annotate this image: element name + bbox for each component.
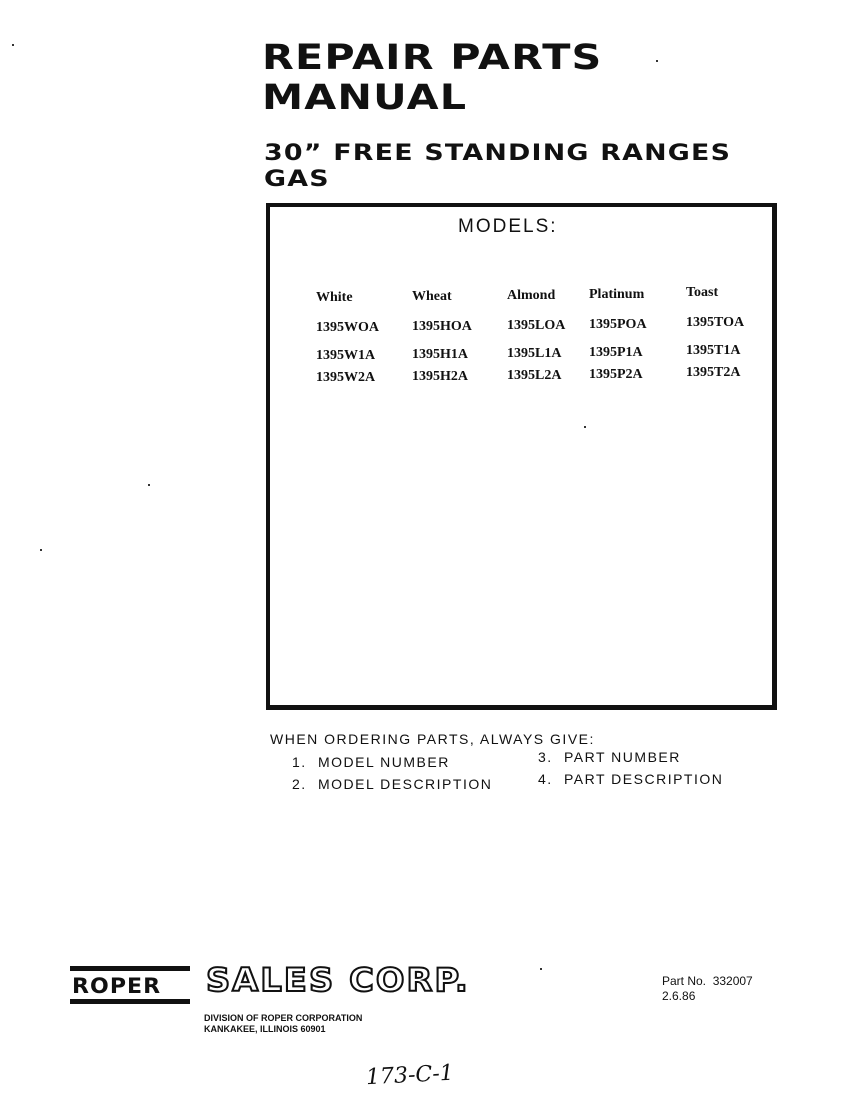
roper-logo-bottom-bar <box>70 999 190 1004</box>
model-color-header: Toast <box>686 285 719 300</box>
model-code: 1395T2A <box>686 365 741 380</box>
model-code: 1395HOA <box>412 319 472 334</box>
part-number-block <box>662 974 753 1004</box>
handwritten-note: 173-C-1 <box>365 1060 455 1091</box>
print-date: 2.6.86 <box>662 989 696 1003</box>
scan-speck <box>540 968 542 970</box>
part-number-value: 332007 <box>712 974 753 988</box>
division-line-1: DIVISION OF ROPER CORPORATION <box>204 1013 363 1023</box>
model-code: 1395W1A <box>316 348 376 363</box>
title-line-2: MANUAL <box>262 78 468 118</box>
ordering-item-1 <box>292 754 450 770</box>
ordering-item-number: 1. <box>292 754 307 770</box>
model-color-header: Platinum <box>589 287 645 302</box>
model-column-wheat <box>412 287 472 395</box>
models-box <box>266 203 777 710</box>
part-number-label: Part No. <box>662 974 707 988</box>
model-code: 1395W2A <box>316 370 376 385</box>
ordering-item-4 <box>538 771 723 787</box>
ordering-item-number: 4. <box>538 771 553 787</box>
model-column-almond <box>507 286 565 394</box>
model-code: 1395P2A <box>589 367 643 382</box>
scan-speck <box>148 484 150 486</box>
ordering-item-text: PART NUMBER <box>564 749 681 765</box>
model-code: 1395TOA <box>686 315 745 330</box>
model-color-header: Almond <box>507 288 556 303</box>
roper-logo <box>70 966 190 1004</box>
subtitle-line-1: 30” FREE STANDING RANGES <box>264 141 732 166</box>
model-code: 1395WOA <box>316 320 379 335</box>
ordering-item-text: MODEL NUMBER <box>318 754 450 770</box>
ordering-item-text: MODEL DESCRIPTION <box>318 776 493 792</box>
model-code: 1395H1A <box>412 347 468 362</box>
model-code: 1395LOA <box>507 318 566 333</box>
roper-logo-text: ROPER <box>72 974 162 998</box>
ordering-item-number: 3. <box>538 749 553 765</box>
division-line-2: KANKAKEE, ILLINOIS 60901 <box>204 1024 326 1034</box>
model-code: 1395H2A <box>412 369 468 384</box>
model-color-header: White <box>316 290 353 305</box>
ordering-item-2 <box>292 776 492 792</box>
ordering-item-number: 2. <box>292 776 307 792</box>
model-column-white <box>316 288 379 396</box>
manual-subtitle <box>264 141 731 193</box>
ordering-item-text: PART DESCRIPTION <box>564 771 724 787</box>
scan-speck <box>12 44 14 46</box>
sales-corp-wordmark: SALES CORP. <box>206 961 470 999</box>
manual-title <box>262 38 602 118</box>
model-code: 1395T1A <box>686 343 741 358</box>
ordering-item-3 <box>538 749 681 765</box>
model-column-platinum <box>589 285 647 393</box>
scan-speck <box>656 60 658 62</box>
division-info <box>204 1013 362 1035</box>
scan-speck <box>584 426 586 428</box>
model-code: 1395L1A <box>507 346 562 361</box>
ordering-heading: WHEN ORDERING PARTS, ALWAYS GIVE: <box>270 731 595 747</box>
model-code: 1395L2A <box>507 368 562 383</box>
model-color-header: Wheat <box>412 289 452 304</box>
model-code: 1395P1A <box>589 345 643 360</box>
title-line-1: REPAIR PARTS <box>262 38 603 78</box>
models-heading: MODELS: <box>458 216 558 237</box>
roper-logo-top-bar <box>70 966 190 971</box>
model-column-toast <box>686 283 744 391</box>
model-code: 1395POA <box>589 317 647 332</box>
subtitle-line-2: GAS <box>264 167 330 192</box>
scan-speck <box>40 549 42 551</box>
